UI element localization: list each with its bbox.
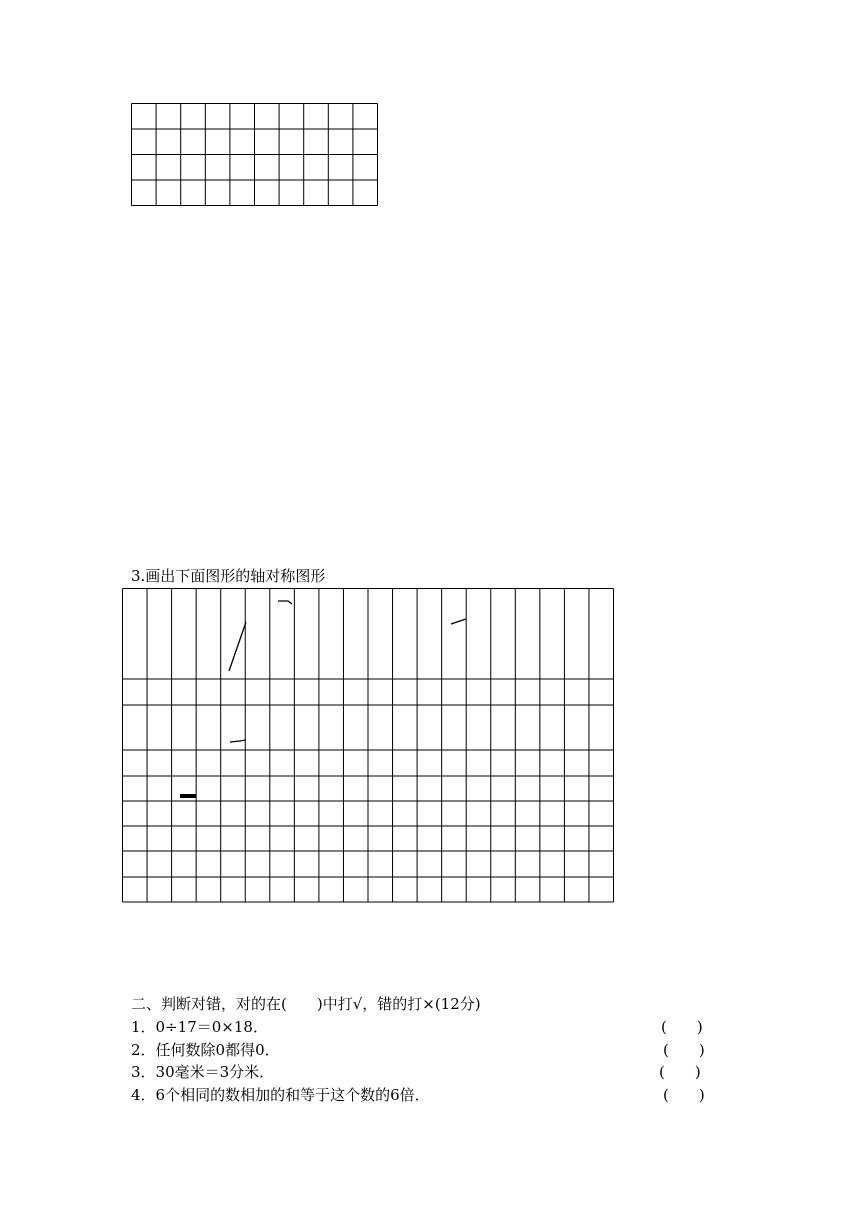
section3-title: 3.画出下面图形的轴对称图形 — [131, 567, 326, 585]
judge-item-2: 2．任何数除0都得0． — [131, 1041, 280, 1059]
answer-box-1[interactable]: ( ) — [661, 1018, 703, 1036]
answer-box-2[interactable]: ( ) — [663, 1041, 705, 1059]
figure-stroke-mid — [230, 740, 246, 742]
judge-item-4: 4．6个相同的数相加的和等于这个数的6倍． — [131, 1086, 430, 1104]
figure-stroke-top — [278, 601, 292, 604]
figure-mark-bold — [180, 794, 196, 798]
top-grid — [131, 103, 379, 207]
drawing-grid — [122, 588, 615, 904]
judge-item-3: 3．30毫米＝3分米． — [131, 1063, 275, 1081]
judge-item-1: 1．0÷17＝0×18． — [131, 1018, 268, 1036]
figure-stroke-right — [451, 619, 466, 624]
figure-fragments — [180, 601, 466, 798]
section-two-heading: 二、判断对错，对的在( )中打√，错的打×(12分) — [131, 995, 481, 1013]
answer-box-4[interactable]: ( ) — [663, 1086, 705, 1104]
figure-stroke-long — [229, 622, 246, 671]
answer-box-3[interactable]: ( ) — [659, 1063, 701, 1081]
